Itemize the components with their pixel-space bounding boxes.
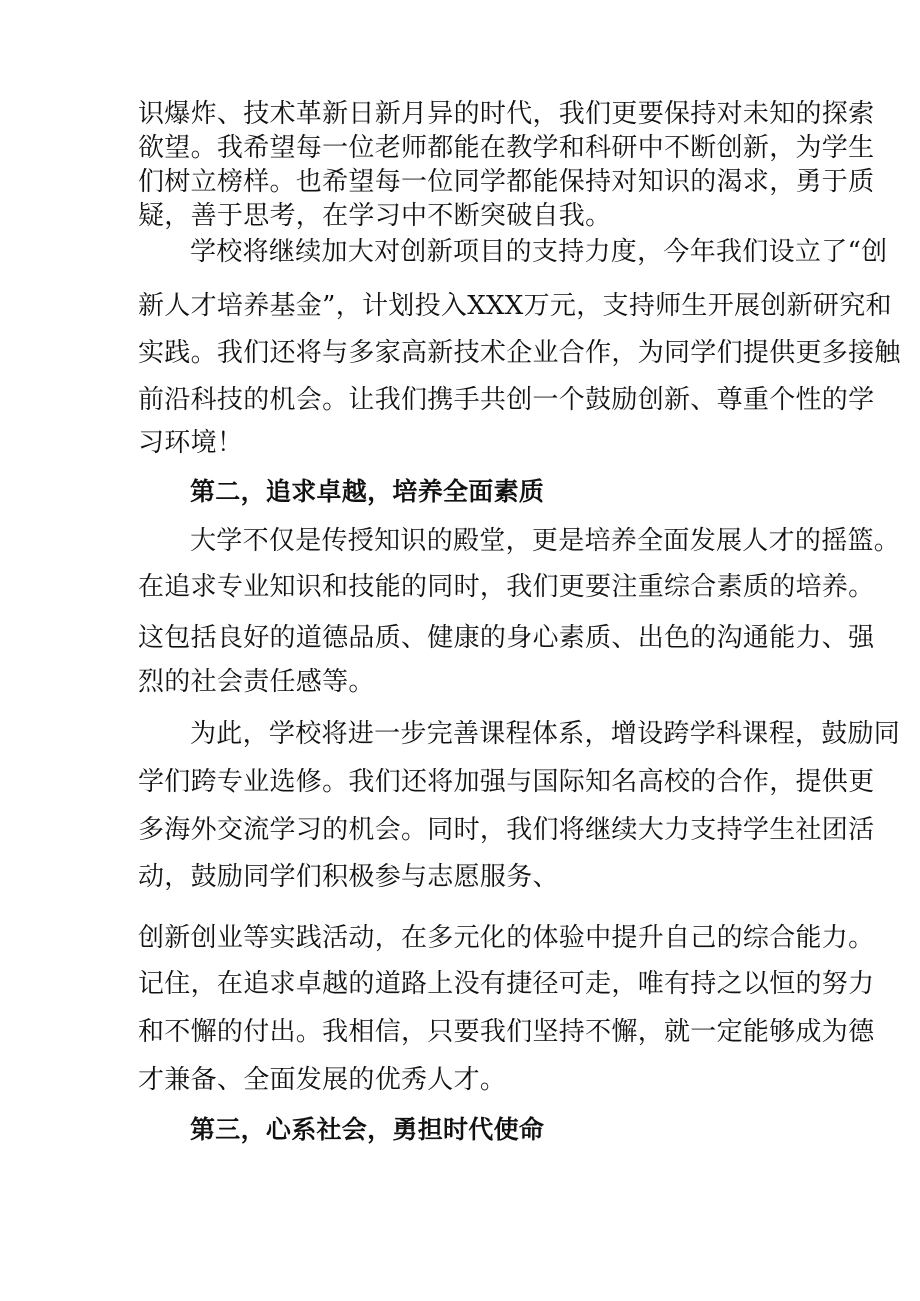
text-line: 前沿科技的机会。让我们携手共创一个鼓励创新、尊重个性的学	[138, 385, 875, 415]
paragraph-first-line: 大学不仅是传授知识的殿堂，更是培养全面发展人才的摇篮。	[190, 526, 901, 556]
text-line: 动，鼓励同学们积极参与志愿服务、	[138, 862, 559, 892]
text-line: 多海外交流学习的机会。同时，我们将继续大力支持学生社团活	[138, 815, 875, 845]
text-line: 创新创业等实践活动，在多元化的体验中提升自己的综合能力。	[138, 923, 875, 953]
text-line: 识爆炸、技术革新日新月异的时代，我们更要保持对未知的探索	[138, 99, 875, 129]
text-line: 在追求专业知识和技能的同时，我们更要注重综合素质的培养。	[138, 572, 875, 602]
paragraph-first-line: 为此，学校将进一步完善课程体系，增设跨学科课程，鼓励同	[190, 719, 901, 749]
text-line: 们树立榜样。也希望每一位同学都能保持对知识的渴求，勇于质	[138, 167, 875, 197]
text-line: 学们跨专业选修。我们还将加强与国际知名高校的合作，提供更	[138, 767, 875, 797]
text-line: 疑，善于思考，在学习中不断突破自我。	[138, 201, 612, 231]
text-line: 欲望。我希望每一位老师都能在教学和科研中不断创新，为学生	[138, 133, 875, 163]
text-line: 才兼备、全面发展的优秀人才。	[138, 1065, 507, 1095]
text-line: 这包括良好的道德品质、健康的身心素质、出色的沟通能力、强	[138, 623, 875, 653]
text-line: 新人才培养基金”，计划投入XXX万元，支持师生开展创新研究和	[138, 291, 892, 321]
text-line: 和不懈的付出。我相信，只要我们坚持不懈，就一定能够成为德	[138, 1017, 875, 1047]
text-line: 烈的社会责任感等。	[138, 667, 375, 697]
text-line: 记住，在追求卓越的道路上没有捷径可走，唯有持之以恒的努力	[138, 969, 875, 999]
text-line: 实践。我们还将与多家高新技术企业合作，为同学们提供更多接触	[138, 338, 901, 368]
paragraph-first-line: 学校将继续加大对创新项目的支持力度，今年我们设立了“创	[190, 237, 888, 267]
section-heading: 第三，心系社会，勇担时代使命	[190, 1115, 545, 1144]
text-line: 习环境！	[138, 428, 244, 458]
section-heading: 第二，追求卓越，培养全面素质	[190, 477, 545, 506]
